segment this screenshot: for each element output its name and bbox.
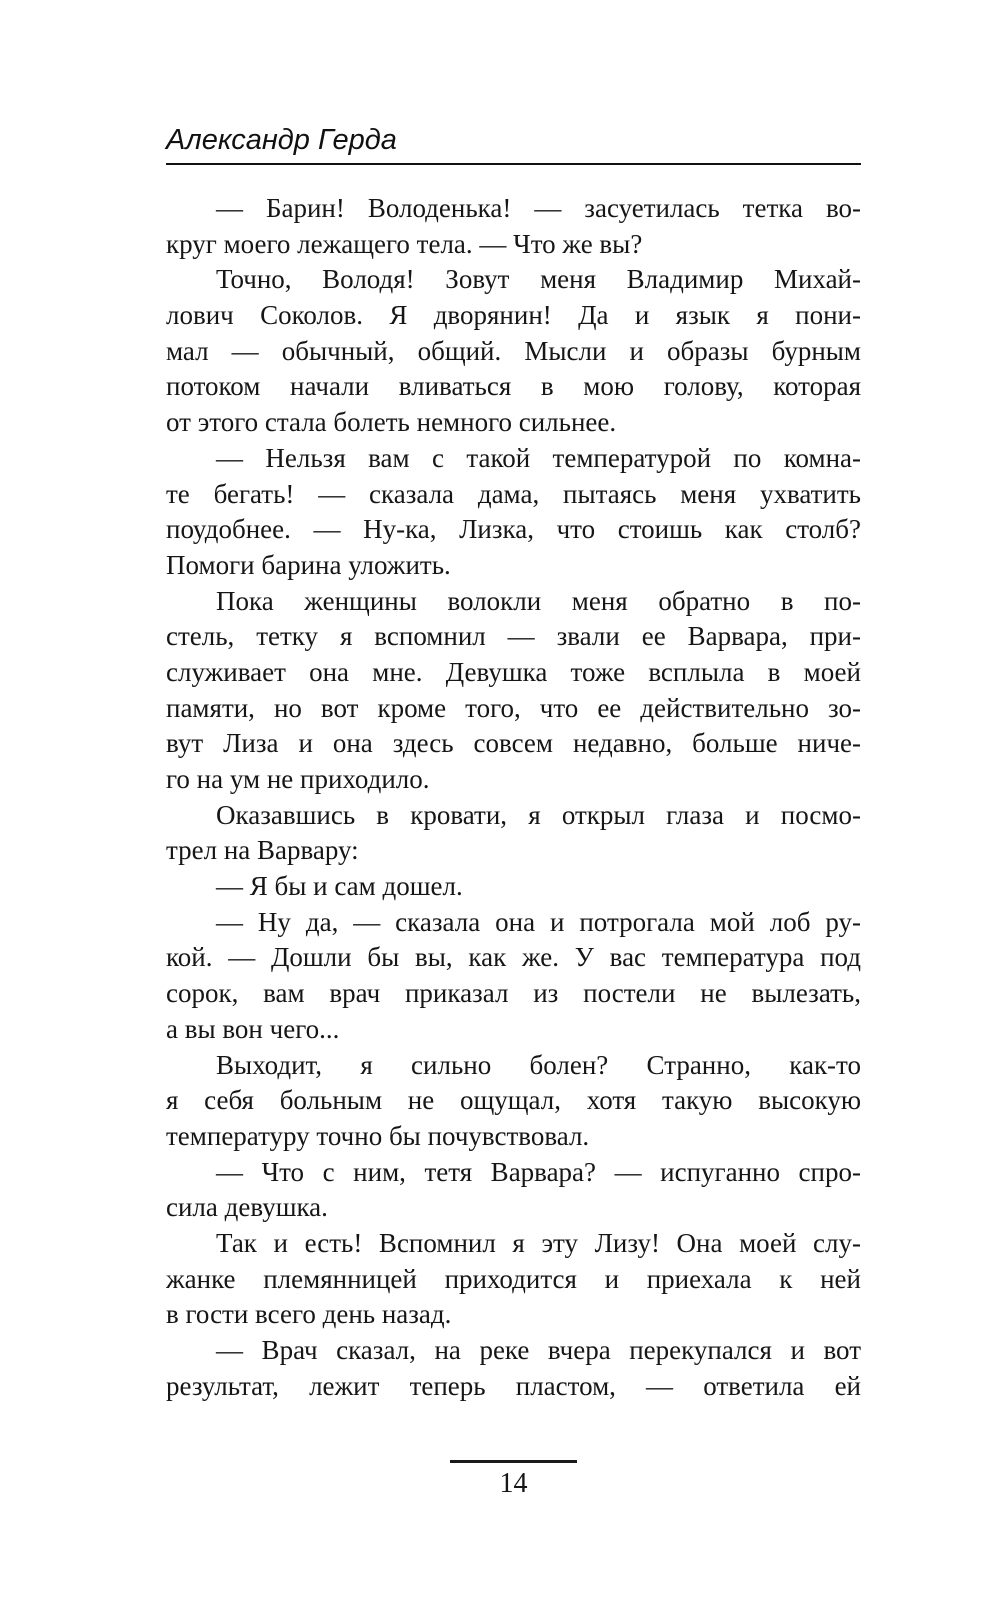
text-line: Так и есть! Вспомнил я эту Лизу! Она моей слу- xyxy=(216,1227,861,1258)
text-line: — Ну да, — сказала она и потрогала мой лоб ру- xyxy=(216,906,861,937)
text-line: сила девушка. xyxy=(166,1192,328,1223)
text-line: стель, тетку я вспомнил — звали ее Варвара, при- xyxy=(166,621,861,652)
paragraph xyxy=(166,798,861,869)
header-rule xyxy=(166,163,861,165)
text-line: — Барин! Володенька! — засуетилась тетка во- xyxy=(216,193,861,223)
text-line: потоком начали вливаться в мою голову, которая xyxy=(166,371,861,402)
text-line: Пока женщины волокли меня обратно в по- xyxy=(216,585,861,616)
text-line: — Врач сказал, на реке вчера перекупался и вот xyxy=(216,1335,861,1365)
text-line: Точно, Володя! Зовут меня Владимир Михай- xyxy=(216,264,861,295)
text-line: вут Лиза и она здесь совсем недавно, больше ниче- xyxy=(166,728,861,759)
text-line: кой. — Дошли бы вы, как же. У вас температура под xyxy=(166,942,861,973)
text-line: результат, лежит теперь пластом, — ответила ей xyxy=(166,1370,861,1401)
paragraph xyxy=(166,869,861,905)
text-line: я себя больным не ощущал, хотя такую высокую xyxy=(166,1085,861,1116)
text-line: те бегать! — сказала дама, пытаясь меня ухватить xyxy=(166,478,861,509)
paragraph xyxy=(166,584,861,798)
text-line: трел на Варвару: xyxy=(166,835,359,866)
page-number: 14 xyxy=(499,1468,528,1499)
text-line: служивает она мне. Девушка тоже всплыла в моей xyxy=(166,656,861,687)
paragraph xyxy=(166,262,861,440)
text-line: жанке племянницей приходится и приехала к ней xyxy=(166,1263,861,1294)
text-line: го на ум не приходило. xyxy=(166,764,430,794)
paragraph xyxy=(166,905,861,1048)
text-line: памяти, но вот кроме того, что ее действительно зо- xyxy=(166,692,861,723)
text-line: лович Соколов. Я дворянин! Да и язык я пони- xyxy=(166,300,861,331)
text-line: мал — обычный, общий. Мысли и образы бурным xyxy=(166,335,861,366)
text-line: Помоги барина уложить. xyxy=(166,549,451,580)
text-line: сорок, вам врач приказал из постели не вылезать, xyxy=(166,978,861,1009)
paragraph xyxy=(166,1155,861,1226)
running-header-author: Александр Герда xyxy=(166,124,397,156)
text-line: круг моего лежащего тела. — Что же вы? xyxy=(166,228,643,259)
text-line: — Что с ним, тетя Варвара? — испуганно спро- xyxy=(216,1156,861,1187)
paragraph xyxy=(166,1048,861,1155)
text-line: Оказавшись в кровати, я открыл глаза и посмо- xyxy=(216,799,861,830)
text-line: Выходит, я сильно болен? Странно, как-то xyxy=(216,1049,861,1080)
text-line: — Нельзя вам с такой температурой по комна- xyxy=(216,442,861,473)
footer-section-rule xyxy=(450,1460,577,1463)
text-line: — Я бы и сам дошел. xyxy=(216,871,463,902)
paragraph xyxy=(166,191,861,262)
text-line: температуру точно бы почувствовал. xyxy=(166,1120,590,1151)
paragraph xyxy=(166,441,861,584)
text-line: а вы вон чего... xyxy=(166,1013,340,1044)
paragraph xyxy=(166,1333,861,1404)
text-line: в гости всего день назад. xyxy=(166,1299,452,1330)
text-line: от этого стала болеть немного сильнее. xyxy=(166,407,617,438)
page-body xyxy=(166,191,861,1404)
paragraph xyxy=(166,1226,861,1333)
text-line: поудобнее. — Ну-ка, Лизка, что стоишь как столб? xyxy=(166,514,861,545)
